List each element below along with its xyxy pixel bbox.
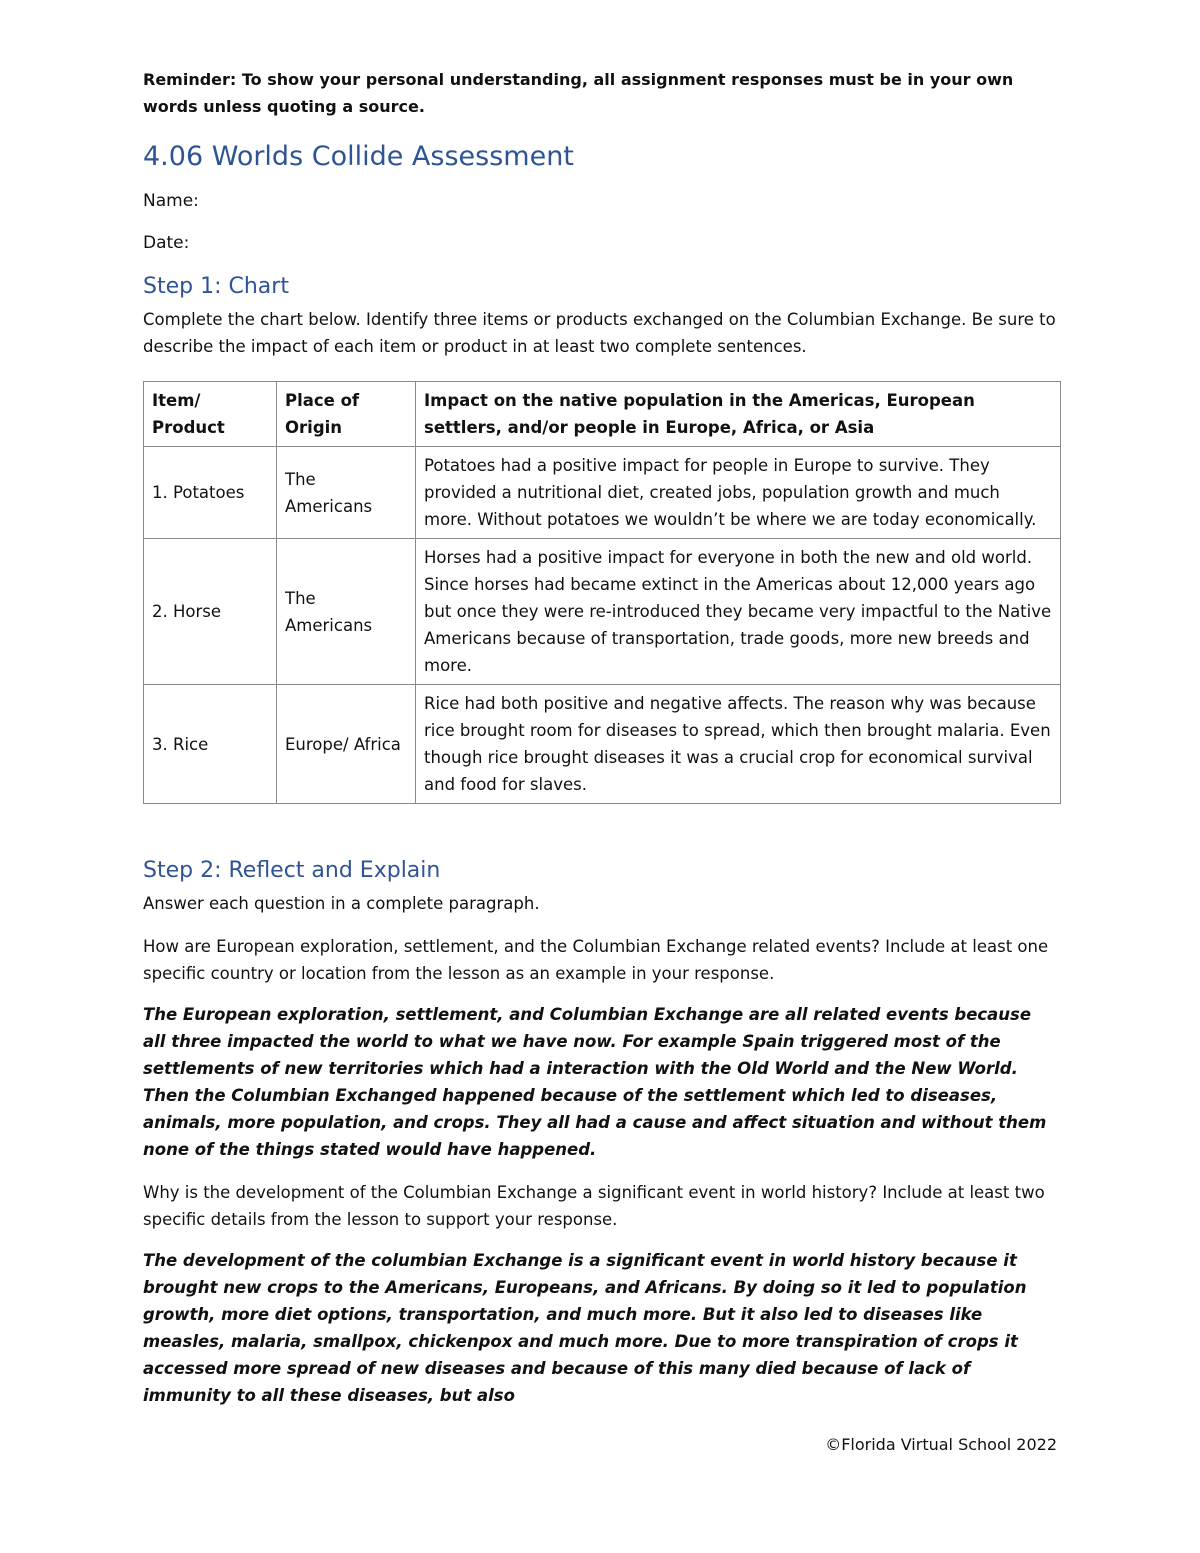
date-field-label: Date: bbox=[143, 233, 190, 253]
page-title: 4.06 Worlds Collide Assessment bbox=[143, 141, 574, 172]
question-1: How are European exploration, settlement, and the Columbian Exchange related events? Include at least one specific country or location from the lesson as an example in your response. bbox=[143, 937, 1049, 983]
chart-row bbox=[144, 685, 1061, 804]
chart-row bbox=[144, 447, 1061, 539]
row-item: 1. Potatoes bbox=[144, 447, 277, 539]
row-origin: The Americans bbox=[277, 539, 416, 685]
header-impact: Impact on the native population in the Americas, European settlers, and/or people in Europe, Africa, or Asia bbox=[416, 382, 1061, 447]
chart-row bbox=[144, 539, 1061, 685]
step2-instructions: Answer each question in a complete paragraph. bbox=[143, 894, 540, 913]
answer-1: The European exploration, settlement, and Columbian Exchange are all related events because all three impacted the world to what we have now. For example Spain triggered most of the settlements of new territories which had a interaction with the Old World and the New World. Then the Columbian Exchanged happened because of the settlement which led to diseases, animals, more population, and crops. They all had a cause and affect situation and without them none of the things stated would have happened. bbox=[143, 1005, 1047, 1159]
copyright-footer: ©Florida Virtual School 2022 bbox=[825, 1435, 1057, 1454]
step1-heading: Step 1: Chart bbox=[143, 274, 289, 299]
exchange-chart bbox=[143, 381, 1061, 804]
row-impact: Horses had a positive impact for everyone in both the new and old world. Since horses had became extinct in the Americas about 12,000 years ago but once they were re-introduced they became very impactful to the Native Americans because of transportation, trade goods, more new breeds and more. bbox=[416, 539, 1061, 685]
chart-header-row bbox=[144, 382, 1061, 447]
reminder-text: Reminder: To show your personal understanding, all assignment responses must be in your own words unless quoting a source. bbox=[143, 70, 1014, 116]
header-origin: Place of Origin bbox=[277, 382, 416, 447]
row-item: 2. Horse bbox=[144, 539, 277, 685]
name-field-label: Name: bbox=[143, 191, 199, 211]
row-impact: Potatoes had a positive impact for people in Europe to survive. They provided a nutritional diet, created jobs, population growth and much more. Without potatoes we wouldn’t be where we are today economically. bbox=[416, 447, 1061, 539]
header-item: Item/ Product bbox=[144, 382, 277, 447]
row-origin: The Americans bbox=[277, 447, 416, 539]
row-origin: Europe/ Africa bbox=[277, 685, 416, 804]
answer-2: The development of the columbian Exchange is a significant event in world history because it brought new crops to the Americans, Europeans, and Africans. By doing so it led to population growth, more diet options, transportation, and much more. But it also led to diseases like measles, malaria, smallpox, chickenpox and much more. Due to more transpiration of crops it accessed more spread of new diseases and because of this many died because of lack of immunity to all these diseases, but also bbox=[143, 1251, 1027, 1405]
question-2: Why is the development of the Columbian Exchange a significant event in world history? Include at least two specific details from the lesson to support your response. bbox=[143, 1183, 1045, 1229]
row-impact: Rice had both positive and negative affects. The reason why was because rice brought room for diseases to spread, which then brought malaria. Even though rice brought diseases it was a crucial crop for economical survival and food for slaves. bbox=[416, 685, 1061, 804]
document-page bbox=[143, 66, 1058, 1409]
step1-instructions: Complete the chart below. Identify three items or products exchanged on the Columbian Exchange. Be sure to describe the impact of each item or product in at least two complete sentences. bbox=[143, 310, 1056, 356]
step2-heading: Step 2: Reflect and Explain bbox=[143, 858, 441, 883]
row-item: 3. Rice bbox=[144, 685, 277, 804]
